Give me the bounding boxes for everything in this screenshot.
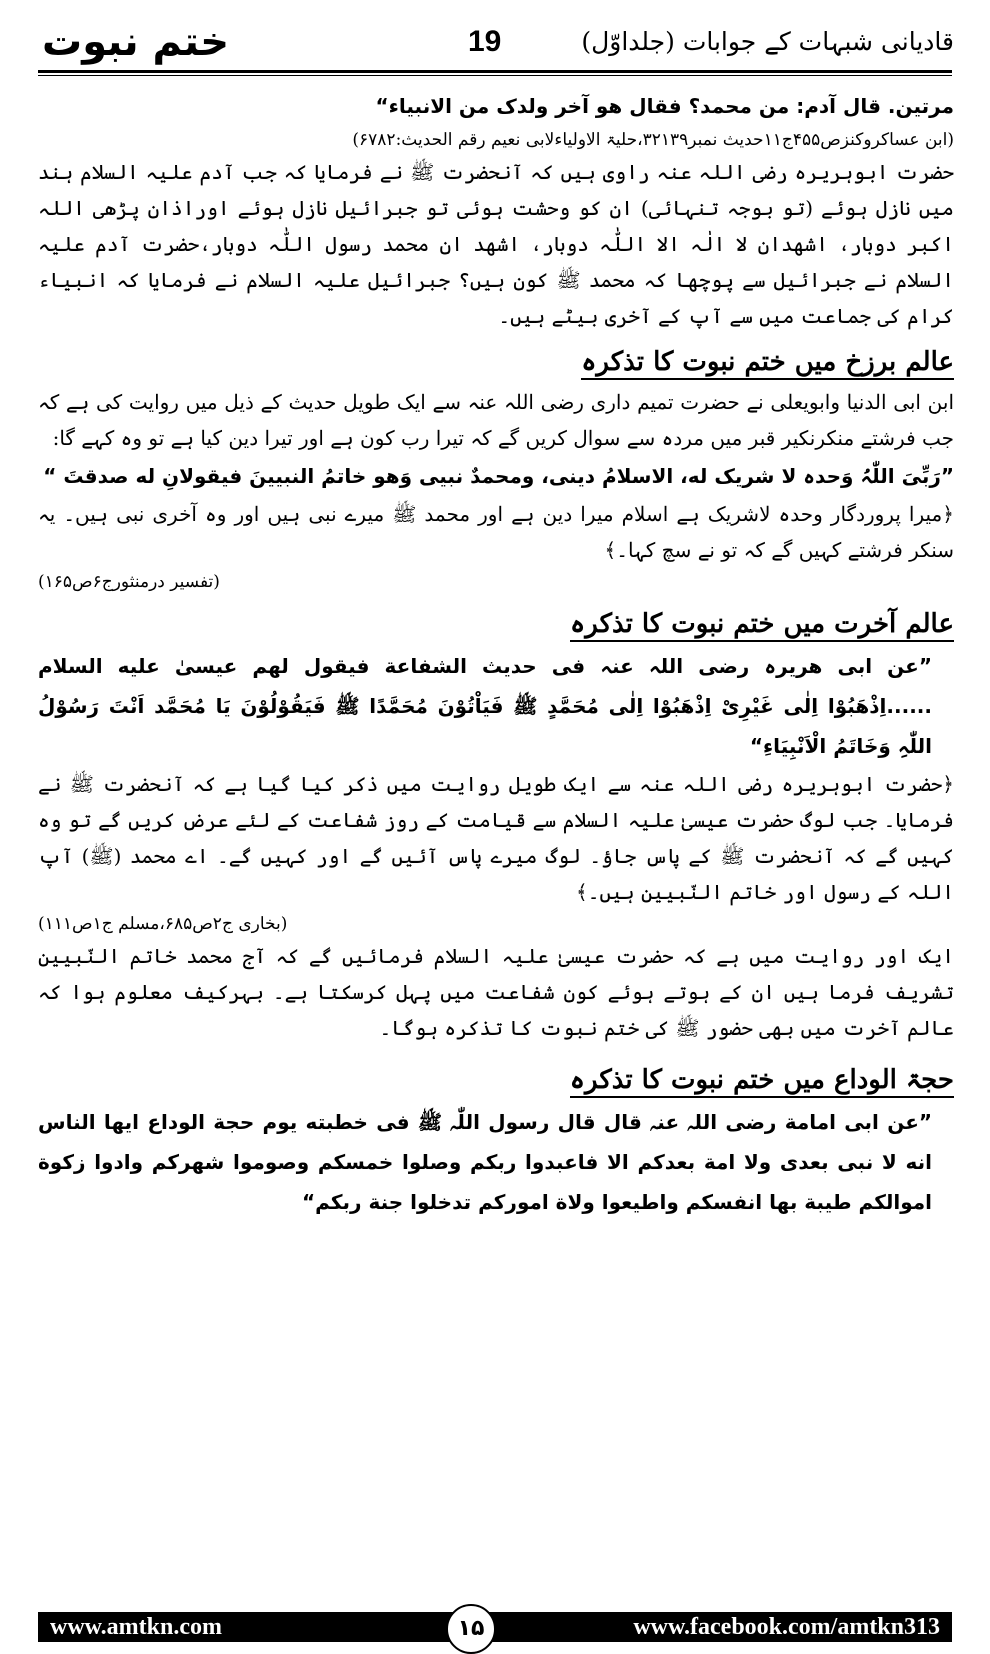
arabic-hadith-ending: مرتین. قال آدم: من محمد؟ فقال هو آخر ولدک من الانبیاء“ bbox=[375, 94, 954, 118]
urdu-paragraph: ایک اور روایت میں ہے کہ حضرت عیسیٰ علیہ السلام فرمائیں گے کہ آج محمد خاتم النّبیین تشریف فرما ہیں ان کے ہوتے ہوئے کون شفاعت میں پہل کرسکتا ہے۔ بہرکیف معلوم ہوا کہ عالم آخرت میں بھی حضور ﷺ کی ختم نبوت کا تذکرہ ہوگا۔ bbox=[38, 944, 954, 1040]
footer-page-number: ۱۵ bbox=[446, 1604, 496, 1654]
page-footer bbox=[38, 1612, 952, 1642]
brand-title: ختم نبوت bbox=[42, 19, 230, 65]
page-body bbox=[38, 86, 954, 1602]
section-heading-barzakh bbox=[38, 340, 954, 384]
reference-citation: (تفسیر درمنثورج۶ص۱۶۵) bbox=[38, 572, 220, 592]
heading-text: عالم برزخ میں ختم نبوت کا تذکرہ bbox=[581, 347, 954, 380]
reference-citation: (ابن عساکروکنزص۴۵۵ج۱۱حدیث نمبر۳۲۱۳۹،حلیۃ الاولیاءلابی نعیم رقم الحدیث:۶۷۸۲) bbox=[352, 130, 954, 150]
urdu-translation: ﴿حضرت ابوہریرہ رضی اللہ عنہ سے ایک طویل روایت میں ذکر کیا گیا ہے کہ آنحضرت ﷺ نے فرمایا۔ جب لوگ حضرت عیسیٰ علیہ السلام سے قیامت کے روز شفاعت کے لئے عرض کریں گے تو وہ کہیں گے کہ آنحضرت ﷺ کے پاس جاؤ۔ لوگ میرے پاس آئیں گے اور کہیں گے۔ اے محمد (ﷺ) آپ اللہ کے رسول اور خاتم النّبیین ہیں۔﴾ bbox=[38, 772, 954, 904]
urdu-translation: ﴿میرا پروردگار وحدہ لاشریک ہے اسلام میرا دین ہے اور محمد ﷺ میرے نبی ہیں اور وہ آخری نبی ہیں۔ یہ سنکر فرشتے کہیں گے کہ تو نے سچ کہا۔﴾ bbox=[38, 502, 954, 562]
arabic-quote: ”عن ابی ھریرہ رضی اللہ عنہ فی حدیث الشفاعة فیقول لھم عیسیٰ علیه السلام ......اِذْھَبُوْا اِلٰی غَیْرِیْ اِذْھَبُوْا اِلٰی مُحَمَّدٍ ﷺ فَیَاْتُوْنَ مُحَمَّدًا ﷺ فَیَقُوْلُوْنَ یَا مُحَمَّد اَنْتَ رَسُوْلُ اللّٰہِ وَخَاتَمُ الْاَنْبِیَاءِ“ bbox=[38, 654, 932, 758]
arabic-quote: ”عن ابی امامة رضی اللہ عنہ قال قال رسول اللّٰہ ﷺ فی خطبته یوم حجة الوداع ایھا الناس انه لا نبی بعدی ولا امة بعدکم الا فاعبدوا ربکم وصلوا خمسکم وصوموا شھرکم وادوا زکوة اموالکم طیبة بھا انفسکم واطیعوا ولاة امورکم تدخلوا جنة ربکم“ bbox=[38, 1110, 932, 1214]
facebook-link[interactable]: www.facebook.com/amtkn313 bbox=[633, 1614, 940, 1640]
book-title: قادیانی شبہات کے جوابات (جلداوّل) bbox=[581, 27, 954, 56]
heading-text: عالم آخرت میں ختم نبوت کا تذکرہ bbox=[570, 609, 954, 642]
header-divider bbox=[38, 70, 952, 73]
reference-citation: (بخاری ج۲ص۶۸۵،مسلم ج۱ص۱۱۱) bbox=[38, 914, 288, 934]
urdu-translation: حضرت ابوہریرہ رضی اللہ عنہ راوی ہیں کہ آنحضرت ﷺ نے فرمایا کہ جب آدم علیہ السلام ہند میں نازل ہوئے (تو بوجہ تنہائی) ان کو وحشت ہوئی تو جبرائیل نازل ہوئے اوراذان پڑھی اللہ اکبر دوبار، اشھدان لا الٰہ الا اللّٰہ دوبار، اشھد ان محمد رسول اللّٰہ دوبار،حضرت آدم علیہ السلام نے جبرائیل سے پوچھا کہ محمد ﷺ کون ہیں؟ جبرائیل علیہ السلام نے فرمایا کہ انبیاء کرام کی جماعت میں سے آپ کے آخری بیٹے ہیں۔ bbox=[38, 160, 954, 328]
website-link[interactable]: www.amtkn.com bbox=[50, 1614, 222, 1640]
header-divider-thin bbox=[38, 75, 952, 76]
section-heading-hajjat-ul-wida bbox=[38, 1058, 954, 1102]
heading-text: حجۃ الوداع میں ختم نبوت کا تذکرہ bbox=[570, 1065, 954, 1098]
urdu-paragraph: ابن ابی الدنیا وابویعلی نے حضرت تمیم داری رضی اللہ عنہ سے ایک طویل حدیث کے ذیل میں روایت کی ہے کہ جب فرشتے منکرنکیر قبر میں مردہ سے سوال کریں گے کہ تیرا رب کون ہے اور تیرا دین کیا ہے تو وہ کہے گا: bbox=[38, 390, 954, 450]
section-heading-akhirat bbox=[38, 602, 954, 646]
page-header bbox=[28, 18, 962, 66]
header-page-number: 19 bbox=[468, 25, 502, 58]
arabic-quote: ”رَبِّیَ اللّٰہُ وَحدہ لا شریک له، الاسلامُ دینی، ومحمدٌ نبیی وَھو خاتمُ النبیینَ فیقولانِ له صدقتَ “ bbox=[43, 464, 954, 488]
